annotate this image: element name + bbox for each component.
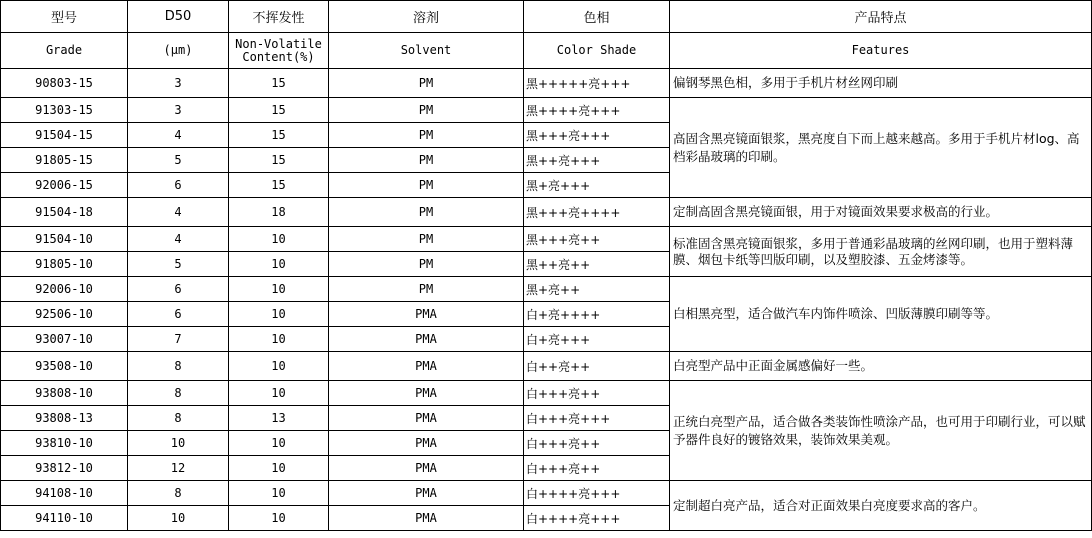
header-grade-cn: 型号	[1, 1, 128, 33]
color-shade-cell: 白+++亮++	[524, 381, 670, 406]
color-shade-cell: 白++++亮+++	[524, 481, 670, 506]
grade-cell: 94108-10	[1, 481, 128, 506]
header-row-chinese	[1, 1, 1092, 33]
header-color-shade-cn: 色相	[524, 1, 670, 33]
solvent-cell: PM	[329, 69, 524, 98]
nonvolatile-cell: 10	[229, 227, 329, 252]
d50-cell: 8	[128, 481, 229, 506]
grade-cell: 93808-10	[1, 381, 128, 406]
d50-cell: 6	[128, 277, 229, 302]
color-shade-cell: 白++++亮+++	[524, 506, 670, 531]
nonvolatile-cell: 10	[229, 456, 329, 481]
solvent-cell: PM	[329, 173, 524, 198]
d50-cell: 5	[128, 148, 229, 173]
d50-cell: 3	[128, 98, 229, 123]
color-shade-cell: 白+亮+++	[524, 327, 670, 352]
solvent-cell: PMA	[329, 352, 524, 381]
table-row	[1, 69, 1092, 98]
grade-cell: 91303-15	[1, 98, 128, 123]
header-solvent-cn: 溶剂	[329, 1, 524, 33]
nonvolatile-cell: 10	[229, 481, 329, 506]
header-color-shade-en: Color Shade	[524, 33, 670, 69]
d50-cell: 8	[128, 381, 229, 406]
nonvolatile-cell: 10	[229, 506, 329, 531]
solvent-cell: PM	[329, 98, 524, 123]
grade-cell: 92506-10	[1, 302, 128, 327]
solvent-cell: PM	[329, 227, 524, 252]
nonvolatile-cell: 10	[229, 431, 329, 456]
solvent-cell: PM	[329, 277, 524, 302]
header-d50-unit: (μm)	[128, 33, 229, 69]
features-cell: 标准固含黑亮镜面银浆，多用于普通彩晶玻璃的丝网印刷，也用于塑料薄膜、烟包卡纸等凹版印刷，以及塑胶漆、五金烤漆等。	[670, 227, 1092, 277]
grade-cell: 91504-18	[1, 198, 128, 227]
d50-cell: 4	[128, 123, 229, 148]
nonvolatile-cell: 10	[229, 327, 329, 352]
nonvolatile-cell: 10	[229, 381, 329, 406]
table-row	[1, 227, 1092, 252]
table-row	[1, 481, 1092, 506]
grade-cell: 93508-10	[1, 352, 128, 381]
solvent-cell: PMA	[329, 456, 524, 481]
grade-cell: 91805-15	[1, 148, 128, 173]
solvent-cell: PM	[329, 123, 524, 148]
grade-cell: 92006-15	[1, 173, 128, 198]
d50-cell: 4	[128, 227, 229, 252]
grade-cell: 93812-10	[1, 456, 128, 481]
nonvolatile-cell: 15	[229, 69, 329, 98]
table-row	[1, 198, 1092, 227]
grade-cell: 94110-10	[1, 506, 128, 531]
d50-cell: 6	[128, 302, 229, 327]
solvent-cell: PMA	[329, 406, 524, 431]
solvent-cell: PMA	[329, 302, 524, 327]
header-features-cn: 产品特点	[670, 1, 1092, 33]
grade-cell: 91504-15	[1, 123, 128, 148]
header-solvent-en: Solvent	[329, 33, 524, 69]
nonvolatile-cell: 15	[229, 148, 329, 173]
d50-cell: 4	[128, 198, 229, 227]
color-shade-cell: 黑++亮++	[524, 252, 670, 277]
grade-cell: 93810-10	[1, 431, 128, 456]
grade-cell: 91504-10	[1, 227, 128, 252]
grade-cell: 91805-10	[1, 252, 128, 277]
header-grade-en: Grade	[1, 33, 128, 69]
solvent-cell: PM	[329, 198, 524, 227]
nonvolatile-cell: 13	[229, 406, 329, 431]
features-cell: 正统白亮型产品，适合做各类装饰性喷涂产品，也可用于印刷行业，可以赋予器件良好的镀铬效果，装饰效果美观。	[670, 381, 1092, 481]
solvent-cell: PMA	[329, 506, 524, 531]
color-shade-cell: 黑+++++亮+++	[524, 69, 670, 98]
table-row	[1, 277, 1092, 302]
solvent-cell: PMA	[329, 431, 524, 456]
d50-cell: 12	[128, 456, 229, 481]
solvent-cell: PMA	[329, 481, 524, 506]
table-row	[1, 98, 1092, 123]
features-cell: 白亮型产品中正面金属感偏好一些。	[670, 352, 1092, 381]
d50-cell: 10	[128, 506, 229, 531]
d50-cell: 7	[128, 327, 229, 352]
d50-cell: 8	[128, 352, 229, 381]
header-row-english	[1, 33, 1092, 69]
color-shade-cell: 白+++亮++	[524, 456, 670, 481]
nonvolatile-cell: 10	[229, 277, 329, 302]
nonvolatile-cell: 15	[229, 173, 329, 198]
d50-cell: 10	[128, 431, 229, 456]
header-d50-cn: D50	[128, 1, 229, 33]
features-cell: 定制超白亮产品，适合对正面效果白亮度要求高的客户。	[670, 481, 1092, 531]
color-shade-cell: 黑+亮++	[524, 277, 670, 302]
table-row	[1, 352, 1092, 381]
color-shade-cell: 白+++亮++	[524, 431, 670, 456]
color-shade-cell: 黑+++亮++++	[524, 198, 670, 227]
color-shade-cell: 黑++++亮+++	[524, 98, 670, 123]
d50-cell: 8	[128, 406, 229, 431]
color-shade-cell: 黑+亮+++	[524, 173, 670, 198]
solvent-cell: PMA	[329, 327, 524, 352]
d50-cell: 5	[128, 252, 229, 277]
features-cell: 高固含黑亮镜面银浆，黑亮度自下而上越来越高。多用于手机片材log、高档彩晶玻璃的印刷。	[670, 98, 1092, 198]
solvent-cell: PMA	[329, 381, 524, 406]
color-shade-cell: 白++亮++	[524, 352, 670, 381]
nonvolatile-cell: 10	[229, 302, 329, 327]
color-shade-cell: 黑++亮+++	[524, 148, 670, 173]
grade-cell: 90803-15	[1, 69, 128, 98]
features-cell: 定制高固含黑亮镜面银，用于对镜面效果要求极高的行业。	[670, 198, 1092, 227]
color-shade-cell: 黑+++亮++	[524, 227, 670, 252]
nonvolatile-cell: 18	[229, 198, 329, 227]
grade-cell: 92006-10	[1, 277, 128, 302]
solvent-cell: PM	[329, 148, 524, 173]
header-nonvolatile-cn: 不挥发性	[229, 1, 329, 33]
features-cell: 偏钢琴黑色相，多用于手机片材丝网印刷	[670, 69, 1092, 98]
grade-cell: 93808-13	[1, 406, 128, 431]
nonvolatile-cell: 10	[229, 352, 329, 381]
color-shade-cell: 白+亮++++	[524, 302, 670, 327]
nonvolatile-cell: 15	[229, 123, 329, 148]
nonvolatile-cell: 15	[229, 98, 329, 123]
table-row	[1, 381, 1092, 406]
features-cell: 白相黑亮型，适合做汽车内饰件喷涂、凹版薄膜印刷等等。	[670, 277, 1092, 352]
solvent-cell: PM	[329, 252, 524, 277]
d50-cell: 3	[128, 69, 229, 98]
header-nonvolatile-en: Non-Volatile Content(%)	[229, 33, 329, 69]
nonvolatile-cell: 10	[229, 252, 329, 277]
color-shade-cell: 黑+++亮+++	[524, 123, 670, 148]
color-shade-cell: 白+++亮+++	[524, 406, 670, 431]
header-features-en: Features	[670, 33, 1092, 69]
grade-cell: 93007-10	[1, 327, 128, 352]
d50-cell: 6	[128, 173, 229, 198]
